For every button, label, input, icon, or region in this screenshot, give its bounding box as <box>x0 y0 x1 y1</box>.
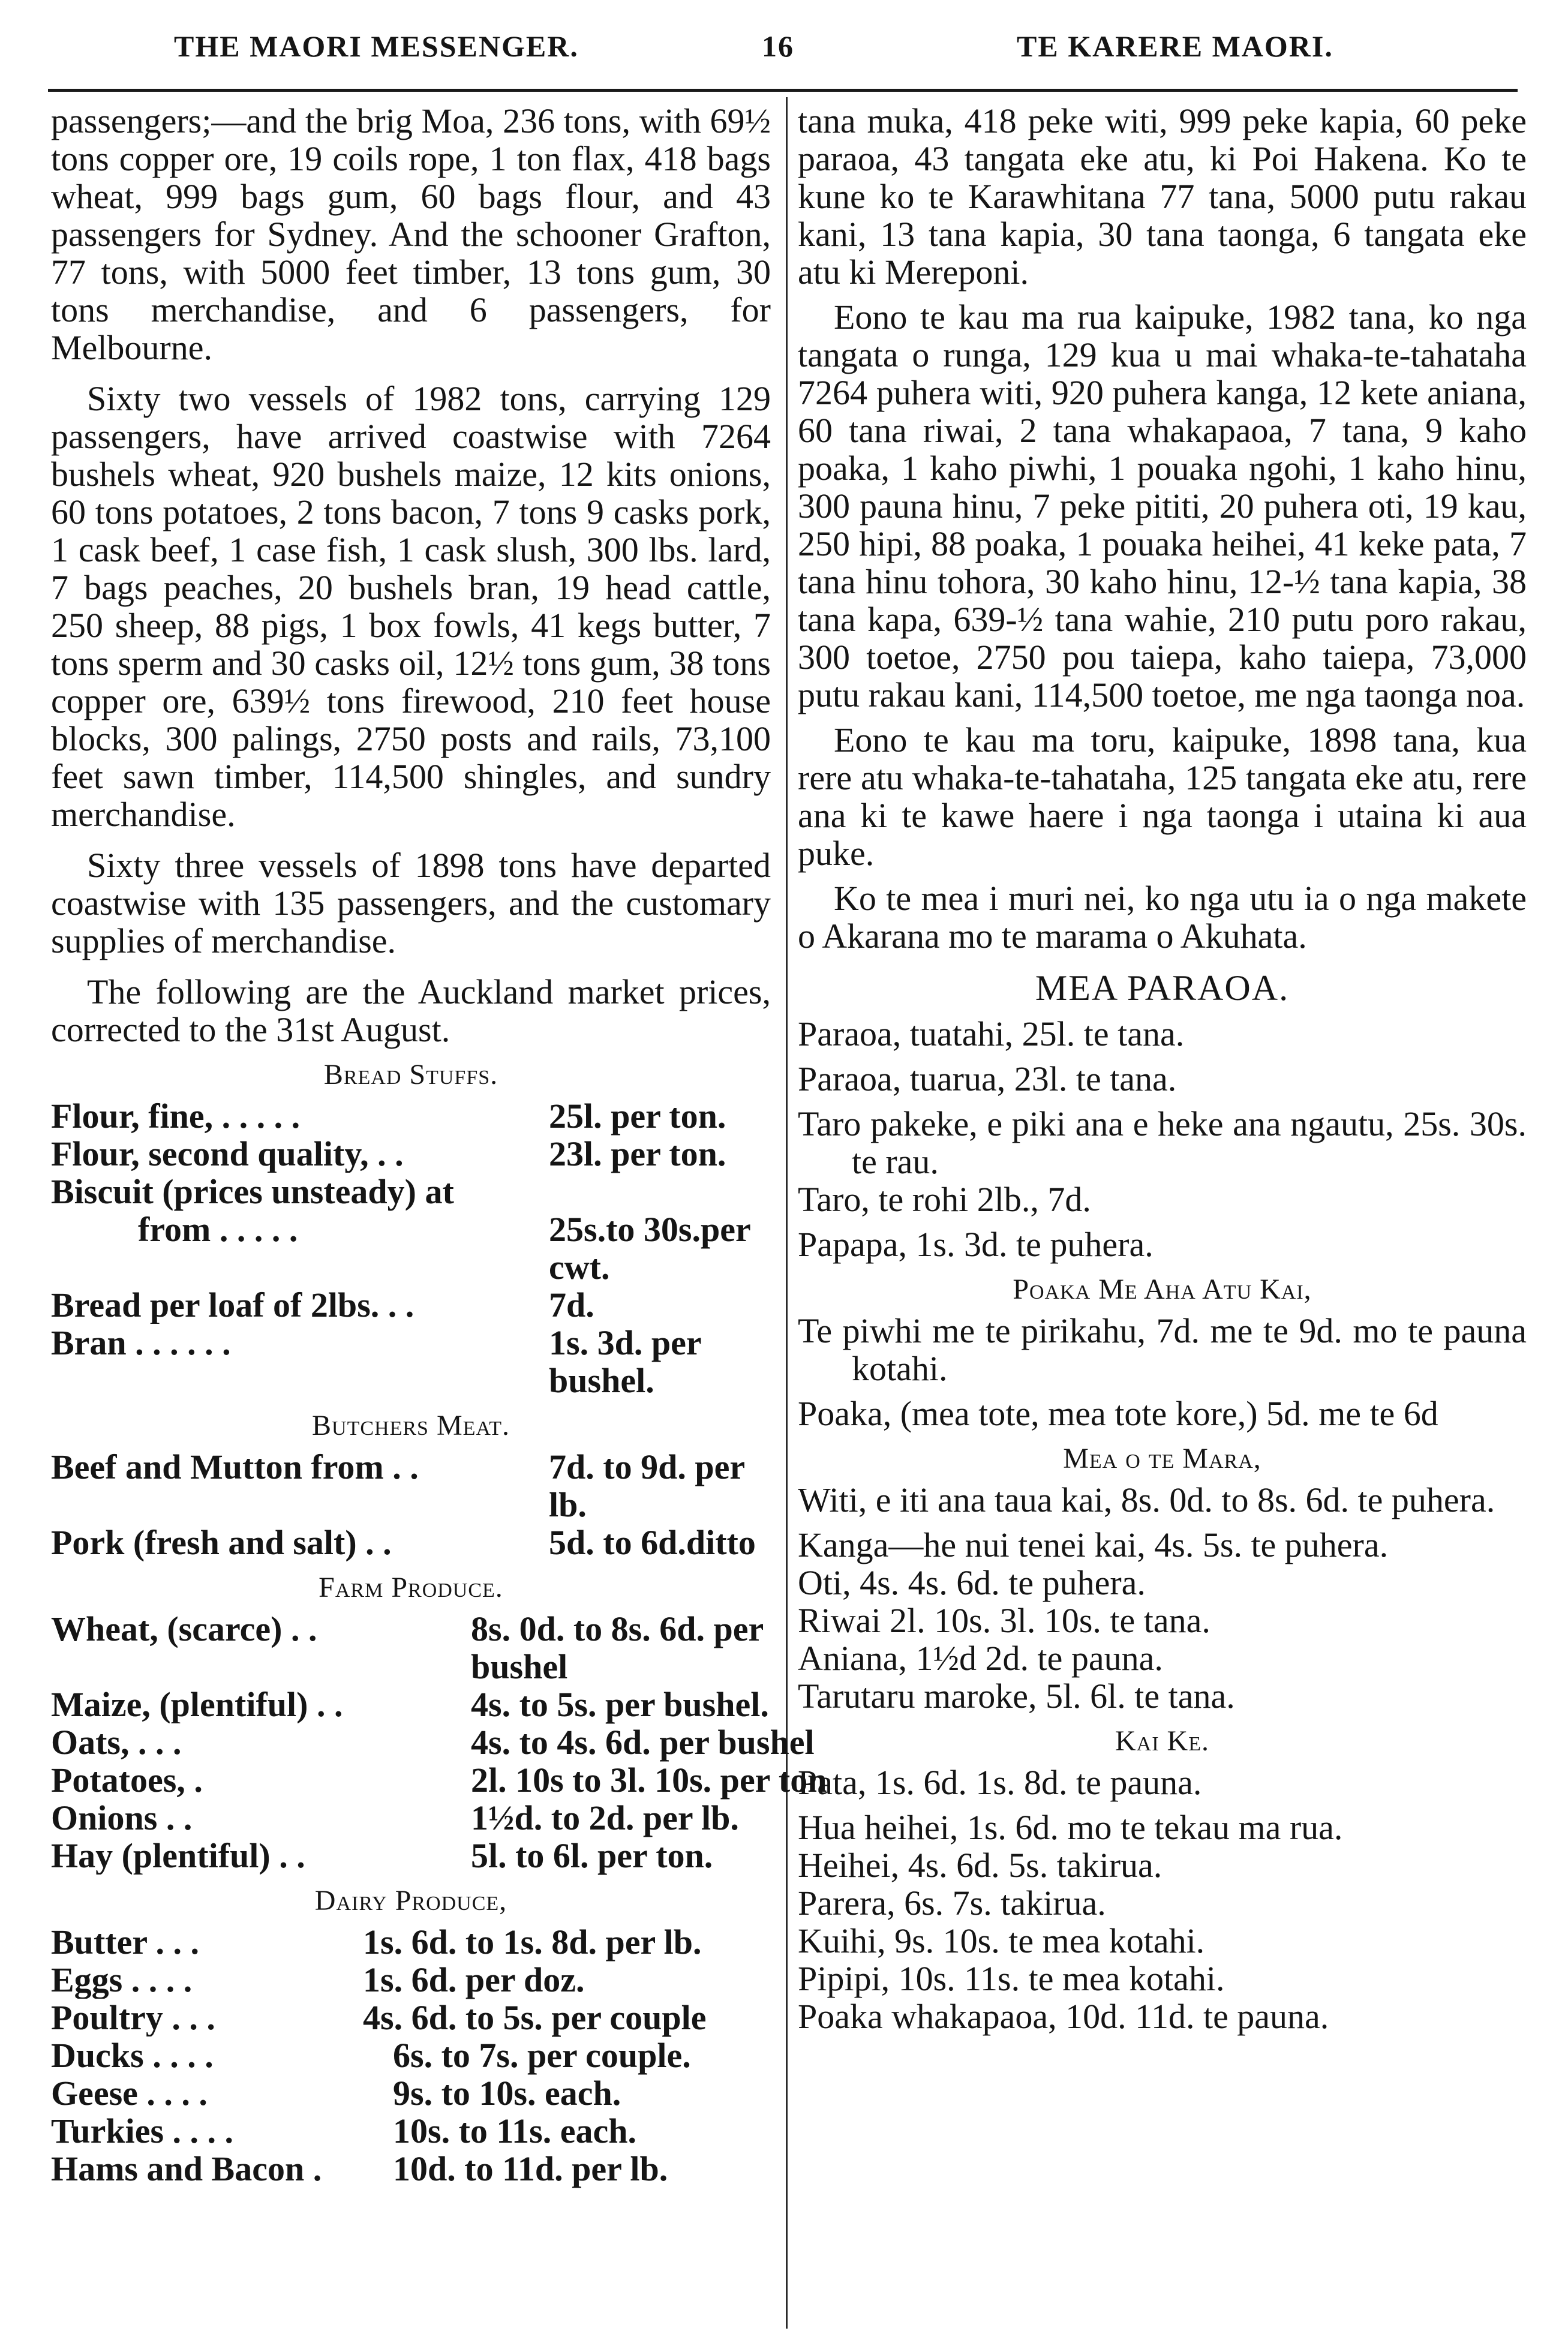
price-item: Hay (plentiful) . . <box>51 1837 305 1875</box>
price-item: from . . . . . <box>51 1210 298 1248</box>
section-heading-butchers-meat: Butchers Meat. <box>312 1410 510 1441</box>
price-list-bread-stuffs <box>51 1097 771 1399</box>
price-value: 1s. 6d. to 1s. 8d. per lb. <box>363 1923 702 1961</box>
price-item: Turkies . . . . <box>51 2112 234 2150</box>
price-item: Beef and Mutton from . . <box>51 1448 419 1486</box>
maori-price-item: Pipipi, 10s. 11s. te mea kotahi. <box>798 1959 1225 1998</box>
price-row <box>51 1761 827 1800</box>
price-row <box>51 1135 771 1173</box>
section-heading-kai-ke: Kai Ke. <box>1115 1725 1209 1757</box>
price-value: 7d. to 9d. per lb. <box>549 1447 745 1524</box>
price-item: Potatoes, . <box>51 1761 203 1799</box>
price-value: 4s. to 4s. 6d. per bushel <box>471 1723 815 1762</box>
price-item: Hams and Bacon . <box>51 2150 322 2188</box>
price-value: 2l. 10s to 3l. 10s. per ton <box>471 1761 827 1800</box>
page-number: 16 <box>762 29 794 63</box>
maori-price-item: Witi, e iti ana taua kai, 8s. 0d. to 8s. 6d. te puhera. <box>798 1480 1495 1519</box>
price-item: Flour, second quality, . . <box>51 1135 404 1173</box>
header-title-english: THE MAORI MESSENGER. <box>174 29 579 63</box>
price-value: 23l. per ton. <box>549 1134 726 1173</box>
price-row <box>51 1923 771 1961</box>
maori-price-item: Paraoa, tuarua, 23l. te tana. <box>798 1059 1177 1098</box>
price-row <box>51 2112 771 2150</box>
price-item: Biscuit (prices unsteady) at <box>51 1172 454 1211</box>
price-item: Wheat, (scarce) . . <box>51 1610 317 1648</box>
price-row <box>51 1210 771 1286</box>
price-row <box>51 1610 771 1686</box>
price-value: 4s. to 5s. per bushel. <box>471 1685 769 1724</box>
maori-price-item: Paraoa, tuatahi, 25l. te tana. <box>798 1014 1185 1053</box>
shipping-paragraph-1: passengers;—and the brig Moa, 236 tons, with 69½ tons copper ore, 19 coils rope, 1 ton flax, 418 bags wheat, 999 bags gum, 60 bags flour, and 43 passengers for Sydney. And the schooner Grafton, 77 tons, with 5000 feet timber, 13 tons gum, 30 tons merchandise, and 6 passengers, for Melbourne. <box>51 101 771 367</box>
maori-price-item: Poaka whakapaoa, 10d. 11d. te pauna. <box>798 1997 1329 2036</box>
price-item: Ducks . . . . <box>51 2036 214 2074</box>
price-row <box>51 2150 771 2188</box>
maori-price-item: Te piwhi me te pirikahu, 7d. me te 9d. mo te pauna kotahi. <box>798 1311 1527 1388</box>
maori-price-item: Heihei, 4s. 6d. 5s. takirua. <box>798 1846 1163 1885</box>
price-value: 7d. <box>549 1285 594 1324</box>
price-item: Geese . . . . <box>51 2074 208 2112</box>
maori-price-item: Hua heihei, 1s. 6d. mo te tekau ma rua. <box>798 1808 1343 1847</box>
section-heading-bread-stuffs: Bread Stuffs. <box>323 1059 498 1091</box>
maori-price-item: Kanga—he nui tenei kai, 4s. 5s. te puhera. <box>798 1525 1389 1564</box>
price-row <box>51 1448 771 1524</box>
maori-column <box>798 102 1527 2035</box>
price-value: 25l. per ton. <box>549 1097 726 1136</box>
price-row <box>51 1999 771 2036</box>
price-item: Oats, . . . <box>51 1723 182 1761</box>
maori-price-item: Tarutaru maroke, 5l. 6l. te tana. <box>798 1677 1235 1716</box>
price-item: Pork (fresh and salt) . . <box>51 1524 392 1561</box>
section-heading-poaka: Poaka Me Aha Atu Kai, <box>1013 1273 1312 1305</box>
shipping-paragraph-2: Sixty two vessels of 1982 tons, carrying 129 passengers, have arrived coastwise with 7264 bushels wheat, 920 bushels maize, 12 kits onions, 60 tons potatoes, 2 tons bacon, 7 tons 9 casks pork, 1 cask beef, 1 case fish, 1 cask slush, 300 lbs. lard, 7 bags peaches, 20 bushels bran, 19 head cattle, 250 sheep, 88 pigs, 1 box fowls, 41 kegs butter, 7 tons sperm and 30 casks oil, 12½ tons gum, 38 tons copper ore, 639½ tons firewood, 210 feet house blocks, 300 palings, 2750 posts and rails, 73,100 feet sawn timber, 114,500 shingles, and sundry merchandise. <box>51 379 771 834</box>
price-value: 8s. 0d. to 8s. 6d. per bushel <box>471 1609 764 1686</box>
price-value: 5l. to 6l. per ton. <box>471 1836 713 1875</box>
price-row <box>51 1837 771 1875</box>
market-intro-paragraph: The following are the Auckland market prices, corrected to the 31st August. <box>51 972 771 1049</box>
maori-price-item: Poaka, (mea tote, mea tote kore,) 5d. me te 6d <box>798 1394 1438 1433</box>
shipping-paragraph-3: Sixty three vessels of 1898 tons have departed coastwise with 135 passengers, and the customary supplies of merchandise. <box>51 846 771 960</box>
price-value: 4s. 6d. to 5s. per couple <box>363 1998 707 2037</box>
section-heading-dairy-produce: Dairy Produce, <box>314 1885 507 1917</box>
section-heading-mea-o-te-mara: Mea o te Mara, <box>1063 1443 1261 1474</box>
price-list-butchers-meat <box>51 1448 771 1561</box>
maori-price-list-poaka <box>798 1312 1527 1432</box>
price-row <box>51 2074 771 2112</box>
maori-price-item: Oti, 4s. 4s. 6d. te puhera. <box>798 1563 1146 1602</box>
maori-price-item: Kuihi, 9s. 10s. te mea kotahi. <box>798 1921 1205 1960</box>
price-row <box>51 1723 815 1762</box>
price-row <box>51 1286 771 1324</box>
price-value: 5d. to 6d.ditto <box>549 1523 756 1562</box>
price-list-farm-produce <box>51 1609 827 1875</box>
price-row <box>51 1173 771 1210</box>
price-row <box>51 1324 771 1399</box>
maori-price-item: Taro pakeke, e piki ana e heke ana ngautu, 25s. 30s. te rau. <box>798 1104 1527 1181</box>
price-value: 10d. to 11d. per lb. <box>393 2149 668 2188</box>
price-item: Bread per loaf of 2lbs. . . <box>51 1286 414 1324</box>
price-item: Eggs . . . . <box>51 1961 193 1999</box>
maori-shipping-paragraph-1: tana muka, 418 peke witi, 999 peke kapia, 60 peke paraoa, 43 tangata eke atu, ki Poi Hakena. Ko te kune ko te Karawhitana 77 tana, 5000 putu rakau kani, 13 tana kapia, 30 tana taonga, 6 tangata eke atu ki Mereponi. <box>798 101 1527 292</box>
maori-price-item: Papapa, 1s. 3d. te puhera. <box>798 1225 1154 1264</box>
price-item: Flour, fine, . . . . . <box>51 1097 301 1135</box>
maori-price-list-kai-ke <box>798 1764 1527 2035</box>
price-item: Bran . . . . . . <box>51 1324 231 1362</box>
maori-price-item: Pata, 1s. 6d. 1s. 8d. te pauna. <box>798 1763 1202 1802</box>
price-row <box>51 1961 771 1999</box>
header-rule <box>48 89 1518 92</box>
price-row <box>51 1799 771 1837</box>
price-value: 10s. to 11s. each. <box>393 2111 636 2150</box>
price-value: 1s. 3d. per bushel. <box>549 1323 701 1400</box>
price-item: Onions . . <box>51 1799 193 1837</box>
header-title-maori: TE KARERE MAORI. <box>1017 29 1333 63</box>
price-item: Butter . . . <box>51 1923 200 1961</box>
price-value: 25s.to 30s.per cwt. <box>549 1210 750 1287</box>
price-value: 1½d. to 2d. per lb. <box>471 1798 739 1837</box>
price-value: 9s. to 10s. each. <box>393 2074 621 2113</box>
price-row <box>51 1524 771 1561</box>
price-item: Poultry . . . <box>51 1999 215 2036</box>
maori-market-intro-paragraph: Ko te mea i muri nei, ko nga utu ia o nga makete o Akarana mo te marama o Akuhata. <box>798 879 1527 956</box>
page-header <box>0 29 1568 77</box>
price-row <box>51 1686 771 1723</box>
maori-price-list-mea-o-te-mara <box>798 1481 1527 1715</box>
section-heading-farm-produce: Farm Produce. <box>319 1572 503 1603</box>
price-list-dairy-produce <box>51 1923 771 2188</box>
maori-price-item: Taro, te rohi 2lb., 7d. <box>798 1180 1091 1219</box>
maori-price-item: Parera, 6s. 7s. takirua. <box>798 1884 1106 1923</box>
price-row <box>51 2036 771 2074</box>
maori-shipping-paragraph-3: Eono te kau ma toru, kaipuke, 1898 tana, kua rere atu whaka-te-tahataha, 125 tangata eke atu, rere ana ki te kawe haere i nga taonga i utaina ki aua puke. <box>798 720 1527 873</box>
price-row <box>51 1097 771 1135</box>
section-heading-mea-paraoa: MEA PARAOA. <box>1035 968 1290 1008</box>
english-column <box>51 101 827 2188</box>
price-value: 6s. to 7s. per couple. <box>393 2036 691 2075</box>
maori-price-item: Aniana, 1½d 2d. te pauna. <box>798 1639 1163 1678</box>
maori-shipping-paragraph-2: Eono te kau ma rua kaipuke, 1982 tana, ko nga tangata o runga, 129 kua u mai whaka-te-tahataha 7264 puhera witi, 920 puhera kanga, 12 kete aniana, 60 tana riwai, 2 tana whakapaoa, 7 tana, 9 kaho poaka, 1 kaho piwhi, 1 pouaka ngohi, 1 kaho hinu, 300 pauna hinu, 7 peke pititi, 20 puhera oti, 19 kau, 250 hipi, 88 poaka, 1 pouaka heihei, 41 keke pata, 7 tana hinu tohora, 30 kaho hinu, 12-½ tana kapia, 38 tana kapa, 639-½ tana wahie, 210 putu poro rakau, 300 toetoe, 2750 pou taiepa, kaho taiepa, 73,000 putu rakau kani, 114,500 toetoe, me nga taonga noa. <box>798 298 1527 714</box>
maori-price-item: Riwai 2l. 10s. 3l. 10s. te tana. <box>798 1601 1210 1640</box>
price-item: Maize, (plentiful) . . <box>51 1686 343 1723</box>
maori-price-list-mea-paraoa <box>798 1015 1527 1263</box>
price-value: 1s. 6d. per doz. <box>363 1960 585 1999</box>
column-divider <box>786 97 788 2329</box>
